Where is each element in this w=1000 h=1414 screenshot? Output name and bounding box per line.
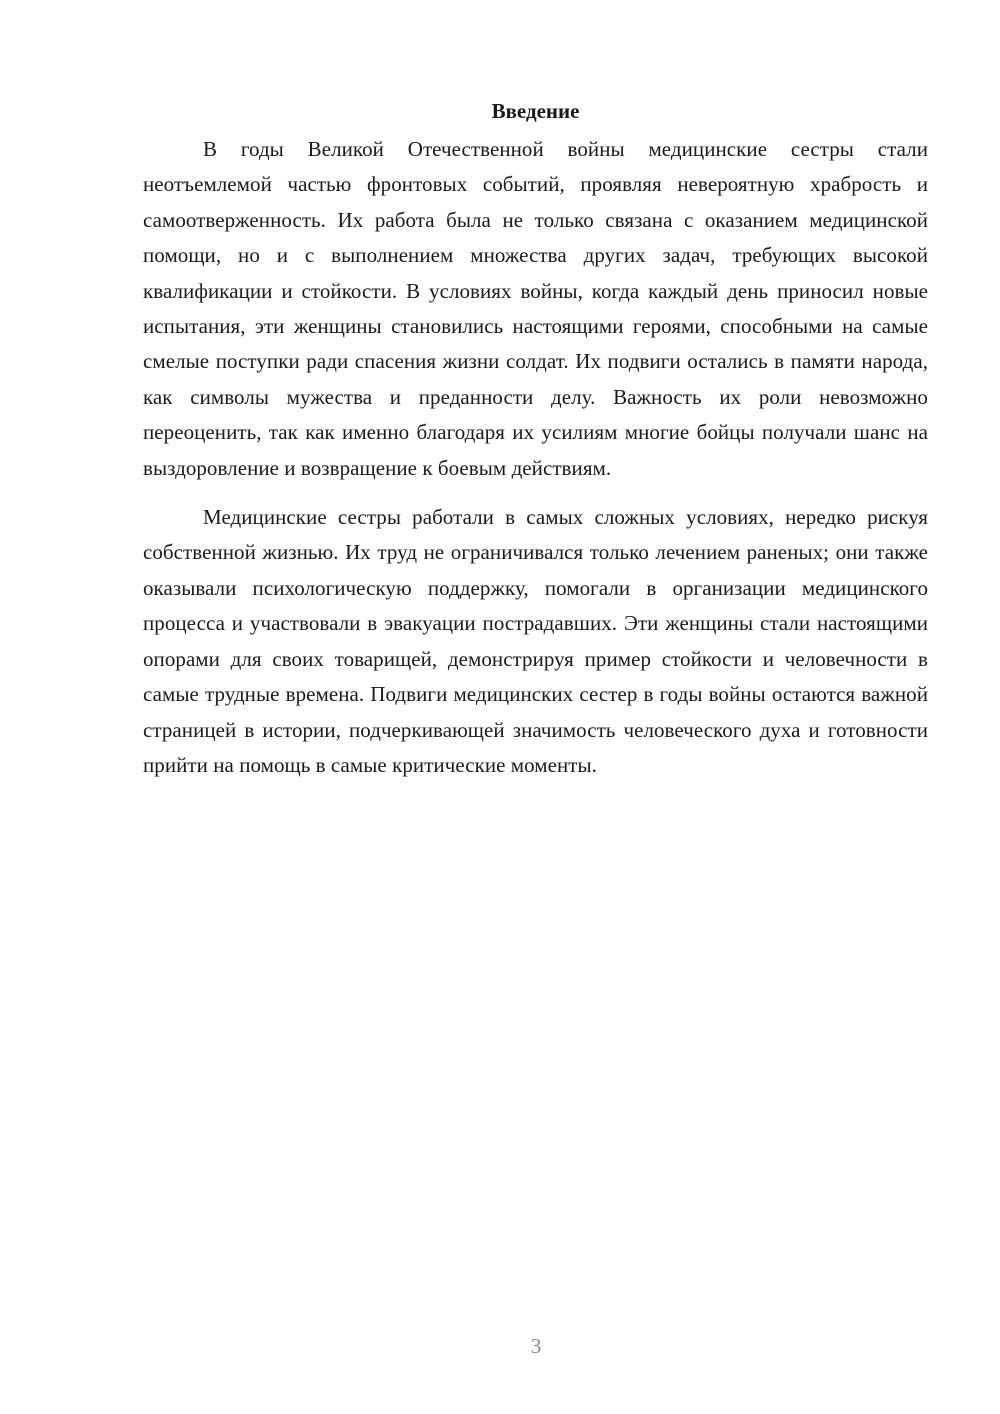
paragraph-2: Медицинские сестры работали в самых сложных условиях, нередко рискуя собственной жизнью. Их труд не ограничивался только лечением раненых; они также оказывали психологическую поддержку, помогали в организации медицинского процесса и участвовали в эвакуации пострадавших. Эти женщины стали настоящими опорами для своих товарищей, демонстрируя пример стойкости и человечности в самые трудные времена. Подвиги медицинских сестер в годы войны остаются важной страницей в истории, подчеркивающей значимость человеческого духа и готовности прийти на помощь в самые критические моменты.	[143, 505, 928, 777]
page-number: 3	[530, 1334, 542, 1358]
paragraph-1: В годы Великой Отечественной войны медицинские сестры стали неотъемлемой частью фронтовых событий, проявляя невероятную храбрость и самоотверженность. Их работа была не только связана с оказанием медицинской помощи, но и с выполнением множества других задач, требующих высокой квалификации и стойкости. В условиях войны, когда каждый день приносил новые испытания, эти женщины становились настоящими героями, способными на самые смелые поступки ради спасения жизни солдат. Их подвиги остались в памяти народа, как символы мужества и преданности делу. Важность их роли невозможно переоценить, так как именно благодаря их усилиям многие бойцы получали шанс на выздоровление и возвращение к боевым действиям.	[143, 137, 928, 480]
page-content	[143, 96, 928, 783]
section-heading: Введение	[491, 99, 580, 123]
